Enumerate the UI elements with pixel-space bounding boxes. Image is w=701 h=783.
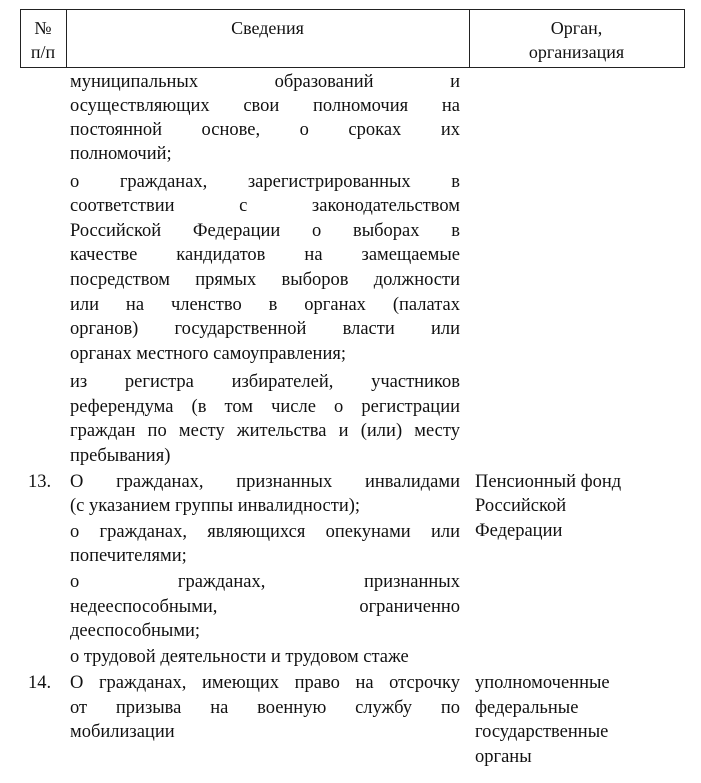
- org-line: Федерации: [475, 521, 563, 541]
- text-line: референдума (в том числе о регистрации: [70, 397, 460, 417]
- org-line: уполномоченные: [475, 673, 610, 693]
- org-line: федеральные: [475, 698, 579, 718]
- text-line: недееспособными, ограниченно: [70, 597, 460, 617]
- row-number: 14.: [28, 673, 52, 693]
- text-line: посредством прямых выборов должности: [70, 270, 460, 290]
- text-line: из регистра избирателей, участников: [70, 372, 460, 392]
- row-number: 13.: [28, 472, 52, 492]
- org-line: Российской: [475, 496, 567, 516]
- text-line: о гражданах, признанных: [70, 572, 460, 592]
- text-line: соответствии с законодательством: [70, 196, 460, 216]
- header-info-cell: [66, 16, 469, 40]
- header-bottom-border: [20, 67, 685, 68]
- text-line: граждан по месту жительства и (или) месту: [70, 421, 460, 441]
- text-line: органах местного самоуправления;: [70, 344, 347, 364]
- org-line: государственные: [475, 722, 609, 742]
- text-line: попечителями;: [70, 546, 187, 566]
- text-line: органов) государственной власти или: [70, 319, 460, 339]
- text-line: от призыва на военную службу по: [70, 698, 460, 718]
- header-info-label: Сведения: [231, 18, 304, 38]
- text-line: пребывания): [70, 446, 171, 466]
- text-line: дееспособными;: [70, 621, 201, 641]
- text-line: или на членство в органах (палатах: [70, 295, 460, 315]
- text-line: о трудовой деятельности и трудовом стаже: [70, 647, 409, 667]
- text-line: о гражданах, зарегистрированных в: [70, 172, 460, 192]
- org-line: органы: [475, 747, 532, 767]
- text-line: О гражданах, признанных инвалидами: [70, 472, 460, 492]
- header-right-border: [684, 9, 685, 68]
- org-line: Пенсионный фонд: [475, 472, 622, 492]
- text-line: муниципальных образований и: [70, 72, 460, 92]
- text-line: качестве кандидатов на замещаемые: [70, 245, 460, 265]
- header-org-line1: Орган,: [550, 18, 603, 38]
- text-line: о гражданах, являющихся опекунами или: [70, 522, 460, 542]
- header-org-cell: [469, 16, 684, 64]
- header-number-cell: [20, 16, 66, 64]
- header-number-symbol: №: [34, 18, 52, 38]
- header-org-line2: организация: [528, 42, 625, 62]
- header-top-border: [20, 9, 685, 10]
- text-line: постоянной основе, о сроках их: [70, 120, 460, 140]
- text-line: Российской Федерации о выборах в: [70, 221, 460, 241]
- text-line: О гражданах, имеющих право на отсрочку: [70, 673, 460, 693]
- text-line: мобилизации: [70, 722, 175, 742]
- text-line: полномочий;: [70, 144, 172, 164]
- text-line: (с указанием группы инвалидности);: [70, 496, 361, 516]
- header-number-abbr: п/п: [30, 42, 56, 62]
- text-line: осуществляющих свои полномочия на: [70, 96, 460, 116]
